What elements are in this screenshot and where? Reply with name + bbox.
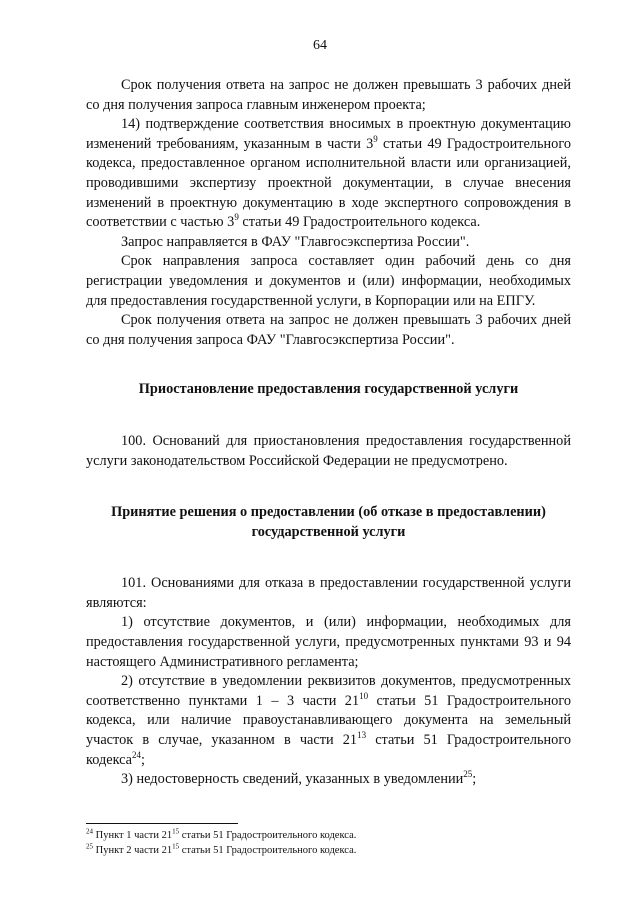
footnotes: [86, 828, 571, 858]
paragraph-100: 100. Оснований для приостановления предоставления государственной услуги законодательством Российской Федерации не предусмотрено.: [86, 432, 571, 469]
paragraph-request-deadline: Срок направления запроса составляет один рабочий день со дня регистрации уведомления и документов и (или) информации, необходимых для предоставления государственной услуги, в Корпорации или на ЕПГУ.: [86, 253, 571, 309]
page-number: 64: [313, 38, 327, 53]
paragraph-request-sent: Запрос направляется в ФАУ "Главгосэкспертиза России".: [121, 233, 470, 250]
paragraph-response-deadline-engineer: Срок получения ответа на запрос не должен превышать 3 рабочих дней со дня получения запроса главным инженером проекта;: [86, 77, 571, 113]
list-item-1: 1) отсутствие документов, и (или) информации, необходимых для предоставления государственной услуги, предусмотренных пунктами 93 и 94 настоящего Административного регламента;: [86, 614, 571, 670]
list-item-2: 2) отсутствие в уведомлении реквизитов документов, предусмотренных соответственно пунктами 1 – 3 части $21^{10}$ статьи 51 Градостроительного кодекса, или наличие правоустанавливающего документа на земельный участок в случае, указанном в части $21^{13}$ статьи 51 Градостроительного кодекса$^{24}$;: [86, 673, 571, 768]
footnote-ref-25: 25: [463, 769, 473, 780]
footnote-divider: [86, 823, 238, 824]
paragraph-item-14: 14) подтверждение соответствия вносимых в проектную документацию изменений требованиям, указанным в части $3^9$ статьи 49 Градостроительного кодекса, предоставленное органом исполнительной власти или организацией, проводившими экспертизу проектной документации, в случае внесения изменений в проектную документацию в ходе экспертного сопровождения в соответствии с частью $3^9$ статьи 49 Градостроительного кодекса.: [86, 116, 571, 231]
paragraph-101: 101. Основаниями для отказа в предоставлении государственной услуги являются:: [86, 575, 571, 611]
footnote-ref-24: 24: [132, 749, 142, 760]
footnote-24: $^{24}$ Пункт 1 части $21^{15}$ статьи 51 Градостроительного кодекса.: [86, 827, 357, 841]
footnote-25: $^{25}$ Пункт 2 части $21^{15}$ статьи 51 Градостроительного кодекса.: [86, 842, 357, 856]
paragraph-response-deadline-fau: Срок получения ответа на запрос не должен превышать 3 рабочих дней со дня получения запроса ФАУ "Главгосэкспертиза России".: [86, 312, 571, 348]
list-item-3: 3) недостоверность сведений, указанных в уведомлении$^{25}$;: [121, 769, 477, 788]
section-heading-decision: Принятие решения о предоставлении (об отказе в предоставлении) государственной услуги: [111, 504, 546, 540]
document-body: [86, 76, 571, 790]
section-heading-suspension: Приостановление предоставления государственной услуги: [138, 381, 519, 398]
